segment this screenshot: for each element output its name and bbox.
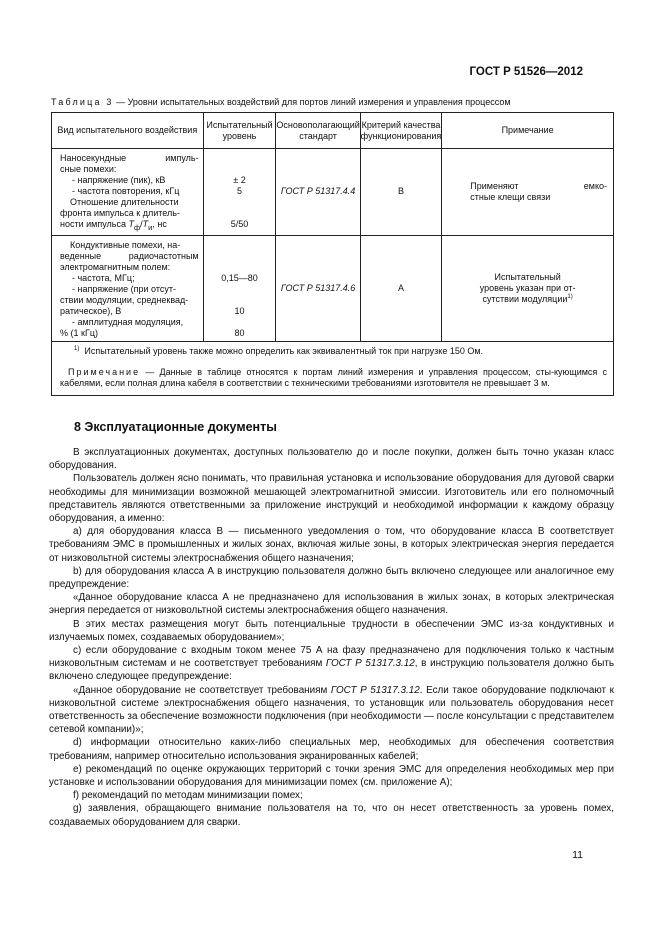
header-test-level: Испытательный уровень (203, 113, 276, 149)
table-caption-text: — Уровни испытательных воздействий для портов линий измерения и управления процессом (113, 97, 511, 107)
table-caption (51, 97, 511, 107)
header-note: Примечание (442, 113, 614, 149)
header-test-type: Вид испытательного воздействия (52, 113, 204, 149)
paragraph: g) заявления, обращающего внимание пользователя на то, что он несет ответственность за уровень помех, создаваемых оборудованием для сварки. (49, 803, 614, 828)
cell-note: Испытательный уровень указан при от- сутствии модуляции$^{1)}$ (442, 235, 614, 341)
table-footnotes (52, 341, 614, 395)
cell-criterion: В (360, 149, 441, 236)
table-caption-label: Таблица 3 (51, 97, 114, 107)
header-basic-standard: Основополагающий стандарт (276, 113, 360, 149)
section-body (49, 446, 614, 829)
cell-criterion: А (360, 235, 441, 341)
paragraph: «Данное оборудование класса А не предназначено для использования в жилых зонах, в которых электрическая энергия передается от низковольтной системы электроснабжения общего назначения. (49, 592, 614, 617)
table-footnote: $^{1)}$ Испытательный уровень также можно определить как эквивалентный ток при нагрузке 150 Ом. (74, 345, 484, 356)
test-levels-table (51, 112, 614, 396)
paragraph: e) рекомендаций по оценке окружающих территорий с точки зрения ЭМС для определения необходимых мер при установке и использовании оборудования для минимизации помех (см. приложение А); (49, 763, 614, 789)
table-header-row (52, 113, 614, 149)
header-performance-criterion: Критерий качества функционирования (360, 113, 441, 149)
table-note: Примечание — Данные в таблице относятся к портам линий измерения и управления процессом, сты-кующимся с кабелями, если полная длина кабеля в соответствии с техническими требованиями изготовителя не превышает 3 м. (60, 366, 607, 388)
cell-test-type: Кондуктивные помехи, на- веденные радиочастотным электромагнитным полем: - частота, МГц; - напряжение (при отсут- ствии модуляции, среднеквад- ратическое), В - амплитудная модуляция, % (1 кГц) (52, 235, 204, 341)
table-footer-row (52, 341, 614, 395)
section-title: 8 Эксплуатационные документы (74, 420, 277, 434)
table-row (52, 235, 614, 341)
page-number: 11 (572, 849, 583, 861)
paragraph: В эксплуатационных документах, доступных пользователю до и после покупки, должен быть точно указан класс оборудования. (49, 447, 614, 472)
standard-reference: ГОСТ Р 51317.3.12 (330, 684, 420, 696)
paragraph: d) информации относительно каких-либо специальных мер, необходимых для обеспечения соответствия требованиям, например относительно использования экранированных кабелей; (49, 737, 614, 762)
paragraph: f) рекомендаций по методам минимизации помех; (73, 790, 303, 802)
document-header: ГОСТ Р 51526—2012 (469, 66, 583, 78)
paragraph: c) если оборудование с входным током менее 75 А на фазу предназначено для подключения только к частным низковольтным системам и не соответствует требованиям ГОСТ Р 51317.3.12, в инструкцию пользователя должно быть включено следующее предупреждение: (49, 645, 614, 683)
cell-note: Применяют емко- стные клещи связи (442, 149, 614, 236)
cell-standard: ГОСТ Р 51317.4.6 (276, 235, 360, 341)
paragraph: В этих местах размещения могут быть потенциальные трудности в обеспечении ЭМС из-за кондуктивных и излучаемых помех, создаваемых оборудованием»; (49, 618, 614, 643)
cell-test-level: 0,15—80 10 80 (203, 235, 276, 341)
cell-standard: ГОСТ Р 51317.4.4 (276, 149, 360, 236)
paragraph: Пользователь должен ясно понимать, что правильная установка и использование оборудования для дуговой сварки необходимы для минимизации возможной мешающей электромагнитной эмиссии. Изготовитель или его полномочный представитель являются ответственными за приложение инструкций и необходимой информации к каждому образцу оборудования, а именно: (49, 473, 614, 525)
standard-reference: ГОСТ Р 51317.3.12 (325, 658, 415, 670)
table-row (52, 149, 614, 236)
cell-test-type: Наносекундные импуль- сные помехи: - напряжение (пик), кВ - частота повторения, кГц Отношение длительности фронта импульса к длитель- ности импульса $T_ф/T_и$, нс (52, 149, 204, 236)
paragraph: a) для оборудования класса В — письменного уведомления о том, что оборудование класса В соответствует требованиям ЭМС в промышленных и жилых зонах, включая жилые зоны, в которых электрическая энергия передается от низковольтной системы электроснабжения общего назначения; (49, 526, 614, 564)
cell-test-level: ± 2 5 5/50 (203, 149, 276, 236)
paragraph: «Данное оборудование не соответствует требованиям ГОСТ Р 51317.3.12. Если такое оборудование подключают к низковольтной системе электроснабжения общего назначения, то установщик или пользователь оборудования несет ответственность за обеспечение возможности подключения (при необходимости — после консультации с представителем сетевой компании)»; (49, 684, 614, 736)
paragraph: b) для оборудования класса А в инструкцию пользователя должно быть включено следующее или аналогичное ему предупреждение: (49, 565, 614, 591)
